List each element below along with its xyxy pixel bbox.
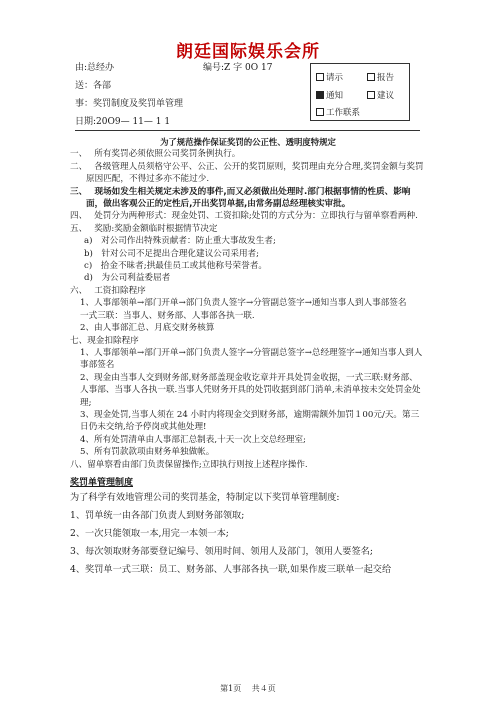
checkbox-icon: [367, 73, 375, 81]
option-suggest[interactable]: 建议: [367, 89, 394, 101]
page-number: 第1页 共４页: [220, 684, 276, 693]
section2-heading: 奖罚单管理制度: [70, 477, 134, 488]
clause-5c: c) 拾金不昧者;拱最佳员工或其他称号荣誉者。: [84, 261, 267, 272]
checkbox-icon: [367, 91, 375, 99]
clause-1: 一、 所有奖罚必须依照公司奖罚条例执行。: [70, 149, 241, 160]
clause-7-2: 2、现金由当事人交到财务部,财务部盖现金收讫章并开具处罚金收据，一式三联:财务部、人事部、当事人各执一联.当事人凭财务开具的处罚收据到部门消单,未消单按未交处罚金处理;: [80, 372, 421, 408]
memo-to: 送：各部: [75, 81, 112, 91]
memo-type-box: [310, 63, 410, 121]
memo-body: [70, 136, 426, 579]
company-title: 朗廷国际娱乐会所: [176, 42, 320, 62]
option-contact[interactable]: 工作联系: [316, 106, 360, 118]
memo-subject: 事：奖罚制度及奖罚单管理: [75, 99, 184, 109]
section2-item-1: 1、罚单统一由各部门负责人到财务部领取;: [70, 510, 245, 522]
clause-6-1b: 一式三联：当事人、财务部、人事部各执一联.: [80, 310, 255, 321]
clause-3: 三、 现场如发生相关规定未涉及的事件,而又必须做出处理时.部门根据事情的性质、影响面，做出客观公正的定性后,开出奖罚单据,由常务副总经理核实审批。: [70, 186, 411, 210]
section2-item-4: 4、奖罚单一式三联：员工、财务部、人事部各执一联,如果作废三联单一起交给: [70, 564, 392, 576]
memo-number: 编号:Z 字 0O 17: [203, 63, 273, 73]
clause-8: 八、留单察看由部门负责保留操作;立即执行则按上述程序操作.: [70, 459, 308, 470]
clause-7: 七、现金扣除程序: [70, 335, 139, 346]
option-report[interactable]: 报告: [367, 71, 394, 83]
clause-5b: b) 针对公司不足提出合理化建议公司采用者;: [84, 248, 260, 259]
option-notice[interactable]: 通知: [316, 89, 343, 101]
memo-from: 由:总经办: [75, 63, 115, 73]
section2-item-3: 3、每次领取财务部要登记编号、领用时间、领用人及部门，领用人要签名;: [70, 546, 373, 558]
checked-checkbox-icon: [316, 91, 324, 99]
memo-date: 日期:20O9— 11— 1 1: [75, 117, 171, 127]
option-request[interactable]: 请示: [316, 71, 343, 83]
checkbox-icon: [316, 73, 324, 81]
clause-6: 六、 工资扣除程序: [70, 285, 146, 296]
clause-2: 二、 各级管理人员须格守公平、公正、公开的奖罚原则，奖罚理由充分合理,奖罚金额与奖罚原因匹配，不得过多亦不能过少.: [70, 161, 424, 185]
clause-6-2: 2、由人事部汇总、月底交财务核算: [80, 323, 215, 334]
clause-4: 四、 处罚分为两种形式：现金处罚、工资扣除;处罚的方式分为：立即执行与留单察看两种.: [70, 211, 418, 222]
section2-item-2: 2、一次只能领取一本,用完一本领一本;: [70, 528, 229, 540]
clause-5a: a) 对公司作出特殊贡献者：防止重大事故发生者;: [84, 236, 276, 247]
clause-7-1: 1、人事部领单→部门开单→部门负责人签字→分管副总签字→总经理签字→通知当事人到人事部签名: [80, 347, 423, 371]
clause-5d: d) 为公司利益委屈者: [84, 273, 171, 284]
clause-6-1: 1、人事部领单→部门开单→部门负责人签字→分管副总签字→通知当事人到人事部签名: [80, 298, 407, 309]
clause-7-5: 5、所有罚款款项由财务单独做帐。: [80, 447, 215, 458]
divider: [75, 130, 420, 131]
section2-intro: 为了科学有效地管理公司的奖罚基金，特制定以下奖罚单管理制度:: [70, 492, 340, 504]
clause-5: 五、 奖励:奖励金额临时根据情节决定: [70, 223, 218, 234]
clause-7-4: 4、所有处罚清单由人事部汇总制表,十天一次上交总经理室;: [80, 434, 306, 445]
purpose-heading: 为了规范操作保证奖罚的公正性、透明度特规定: [160, 137, 336, 147]
clause-7-3: 3、现金处罚,当事人须在 24 小时内将现金交到财务部，逾期需额外加罚１00元/天。第三日仍未交纳,给予停岗或其他处理!: [80, 409, 420, 433]
checkbox-icon: [316, 108, 324, 116]
